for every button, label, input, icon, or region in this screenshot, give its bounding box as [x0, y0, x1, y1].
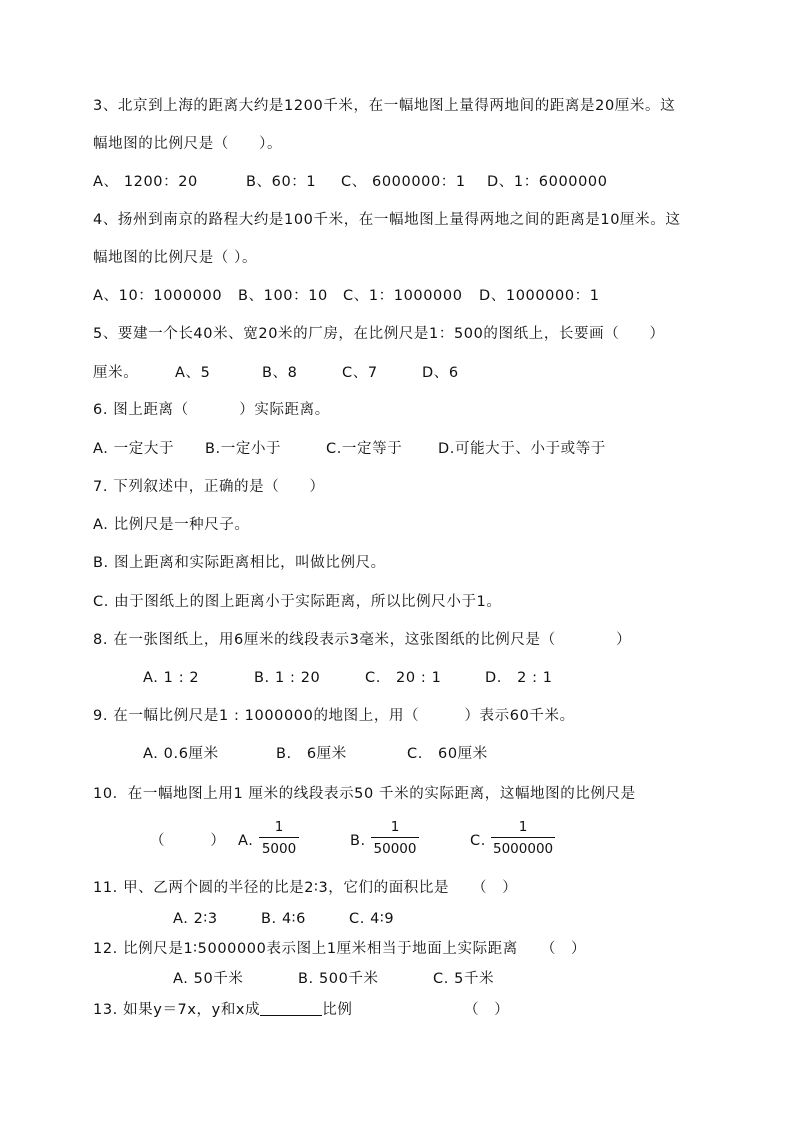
- q12-stem: 12. 比例尺是1∶5000000表示图上1厘米相当于地面上实际距离 （ ）: [93, 941, 587, 957]
- q11-option-a[interactable]: A. 2∶3: [173, 911, 218, 927]
- q8-stem: 8. 在一张图纸上，用6厘米的线段表示3毫米，这张图纸的比例尺是（ ）: [93, 632, 632, 648]
- q8-option-d[interactable]: D. 2 : 1: [485, 670, 553, 686]
- q9-option-c[interactable]: C. 60厘米: [407, 746, 488, 762]
- q10-option-c-denominator: 5000000: [493, 841, 554, 857]
- q10-option-b-numerator: 1: [390, 819, 400, 835]
- q3-stem-line2: 幅地图的比例尺是（ ）。: [93, 136, 283, 152]
- fraction-bar: [259, 837, 299, 838]
- q5-option-c[interactable]: C、7: [342, 365, 378, 381]
- q8-option-a[interactable]: A. 1 : 2: [143, 670, 200, 686]
- q5-stem-line1: 5、要建一个长40米、宽20米的厂房，在比例尺是1：500的图纸上，长要画（ ）: [93, 326, 665, 342]
- q10-option-c-numerator: 1: [518, 819, 528, 835]
- q11-option-c[interactable]: C. 4∶9: [349, 911, 395, 927]
- q6-option-d[interactable]: D.可能大于、小于或等于: [438, 441, 606, 457]
- q6-option-a[interactable]: A. 一定大于: [93, 441, 175, 457]
- q6-options: [93, 439, 606, 459]
- q13-stem-before: 13. 如果y＝7x，y和x成: [93, 1002, 261, 1018]
- q3-option-d[interactable]: D、1：6000000: [487, 174, 608, 190]
- q10-option-b-fraction[interactable]: [371, 818, 419, 858]
- q7-option-c[interactable]: C. 由于图纸上的图上距离小于实际距离，所以比例尺小于1。: [93, 594, 502, 610]
- q8-option-c[interactable]: C. 20 : 1: [365, 670, 442, 686]
- q4-stem-line2: 幅地图的比例尺是（ ）。: [93, 250, 258, 266]
- fraction-bar: [491, 837, 555, 838]
- q3-option-b[interactable]: B、60：1: [246, 174, 317, 190]
- q10-option-a-numerator: 1: [274, 819, 284, 835]
- q5-line2: [93, 363, 459, 383]
- q9-option-a[interactable]: A. 0.6厘米: [143, 746, 219, 762]
- q10-answer-paren: （ ）: [150, 833, 226, 849]
- q6-option-c[interactable]: C.一定等于: [326, 441, 403, 457]
- q12-options: [173, 969, 494, 989]
- q3-stem-line1: 3、北京到上海的距离大约是1200千米，在一幅地图上量得两地间的距离是20厘米。这: [93, 98, 676, 114]
- q4-option-a[interactable]: A、10：1000000: [93, 288, 223, 304]
- q13-stem: [93, 1000, 352, 1020]
- q5-option-b[interactable]: B、8: [262, 365, 298, 381]
- q3-option-c[interactable]: C、 6000000：1: [341, 174, 466, 190]
- q7-stem: 7. 下列叙述中，正确的是（ ）: [93, 479, 325, 495]
- q4-option-c[interactable]: C、1：1000000: [343, 288, 463, 304]
- q4-stem-line1: 4、扬州到南京的路程大约是100千米，在一幅地图上量得两地之间的距离是10厘米。这: [93, 212, 681, 228]
- q5-stem-line2: 厘米。: [93, 365, 139, 381]
- q4-option-d[interactable]: D、1000000：1: [479, 288, 600, 304]
- q12-option-b[interactable]: B. 500千米: [298, 971, 379, 987]
- q10-option-c-label[interactable]: C.: [470, 833, 486, 849]
- q4-option-b[interactable]: B、100：10: [238, 288, 328, 304]
- q10-option-a-denominator: 5000: [261, 841, 297, 857]
- q7-option-a[interactable]: A. 比例尺是一种尺子。: [93, 517, 250, 533]
- q10-option-b-label[interactable]: B.: [350, 833, 366, 849]
- q6-option-b[interactable]: B.一定小于: [205, 441, 282, 457]
- q10-option-a-fraction[interactable]: [259, 818, 299, 858]
- q13-stem-after: 比例: [322, 1002, 353, 1018]
- fraction-bar: [371, 837, 419, 838]
- q10-stem: 10．在一幅地图上用1 厘米的线段表示50 千米的实际距离，这幅地图的比例尺是: [93, 786, 636, 802]
- q11-option-b[interactable]: B. 4∶6: [261, 911, 306, 927]
- q10-option-a-label[interactable]: A.: [238, 833, 254, 849]
- q8-option-b[interactable]: B. 1 : 20: [254, 670, 321, 686]
- q10-option-b-denominator: 50000: [373, 841, 417, 857]
- q9-stem: 9. 在一幅比例尺是1 : 1000000的地图上，用（ ）表示60千米。: [93, 708, 575, 724]
- q4-options: [93, 286, 600, 306]
- q13-answer-paren: （ ）: [464, 1002, 510, 1018]
- q11-stem: 11. 甲、乙两个圆的半径的比是2∶3，它们的面积比是 （ ）: [93, 880, 518, 896]
- q11-options: [173, 909, 394, 929]
- q12-option-a[interactable]: A. 50千米: [173, 971, 244, 987]
- q6-stem: 6. 图上距离（ ）实际距离。: [93, 402, 330, 418]
- q5-option-a[interactable]: A、5: [175, 365, 211, 381]
- q10-option-c-fraction[interactable]: [491, 818, 555, 858]
- q3-options: [93, 172, 608, 192]
- q12-option-c[interactable]: C. 5千米: [433, 971, 495, 987]
- q9-options: [143, 744, 488, 764]
- q7-option-b[interactable]: B. 图上距离和实际距离相比，叫做比例尺。: [93, 555, 386, 571]
- q5-option-d[interactable]: D、6: [422, 365, 459, 381]
- q8-options: [143, 668, 553, 688]
- q13-fill-blank[interactable]: [260, 1001, 322, 1016]
- q3-option-a[interactable]: A、 1200：20: [93, 174, 198, 190]
- q9-option-b[interactable]: B. 6厘米: [276, 746, 347, 762]
